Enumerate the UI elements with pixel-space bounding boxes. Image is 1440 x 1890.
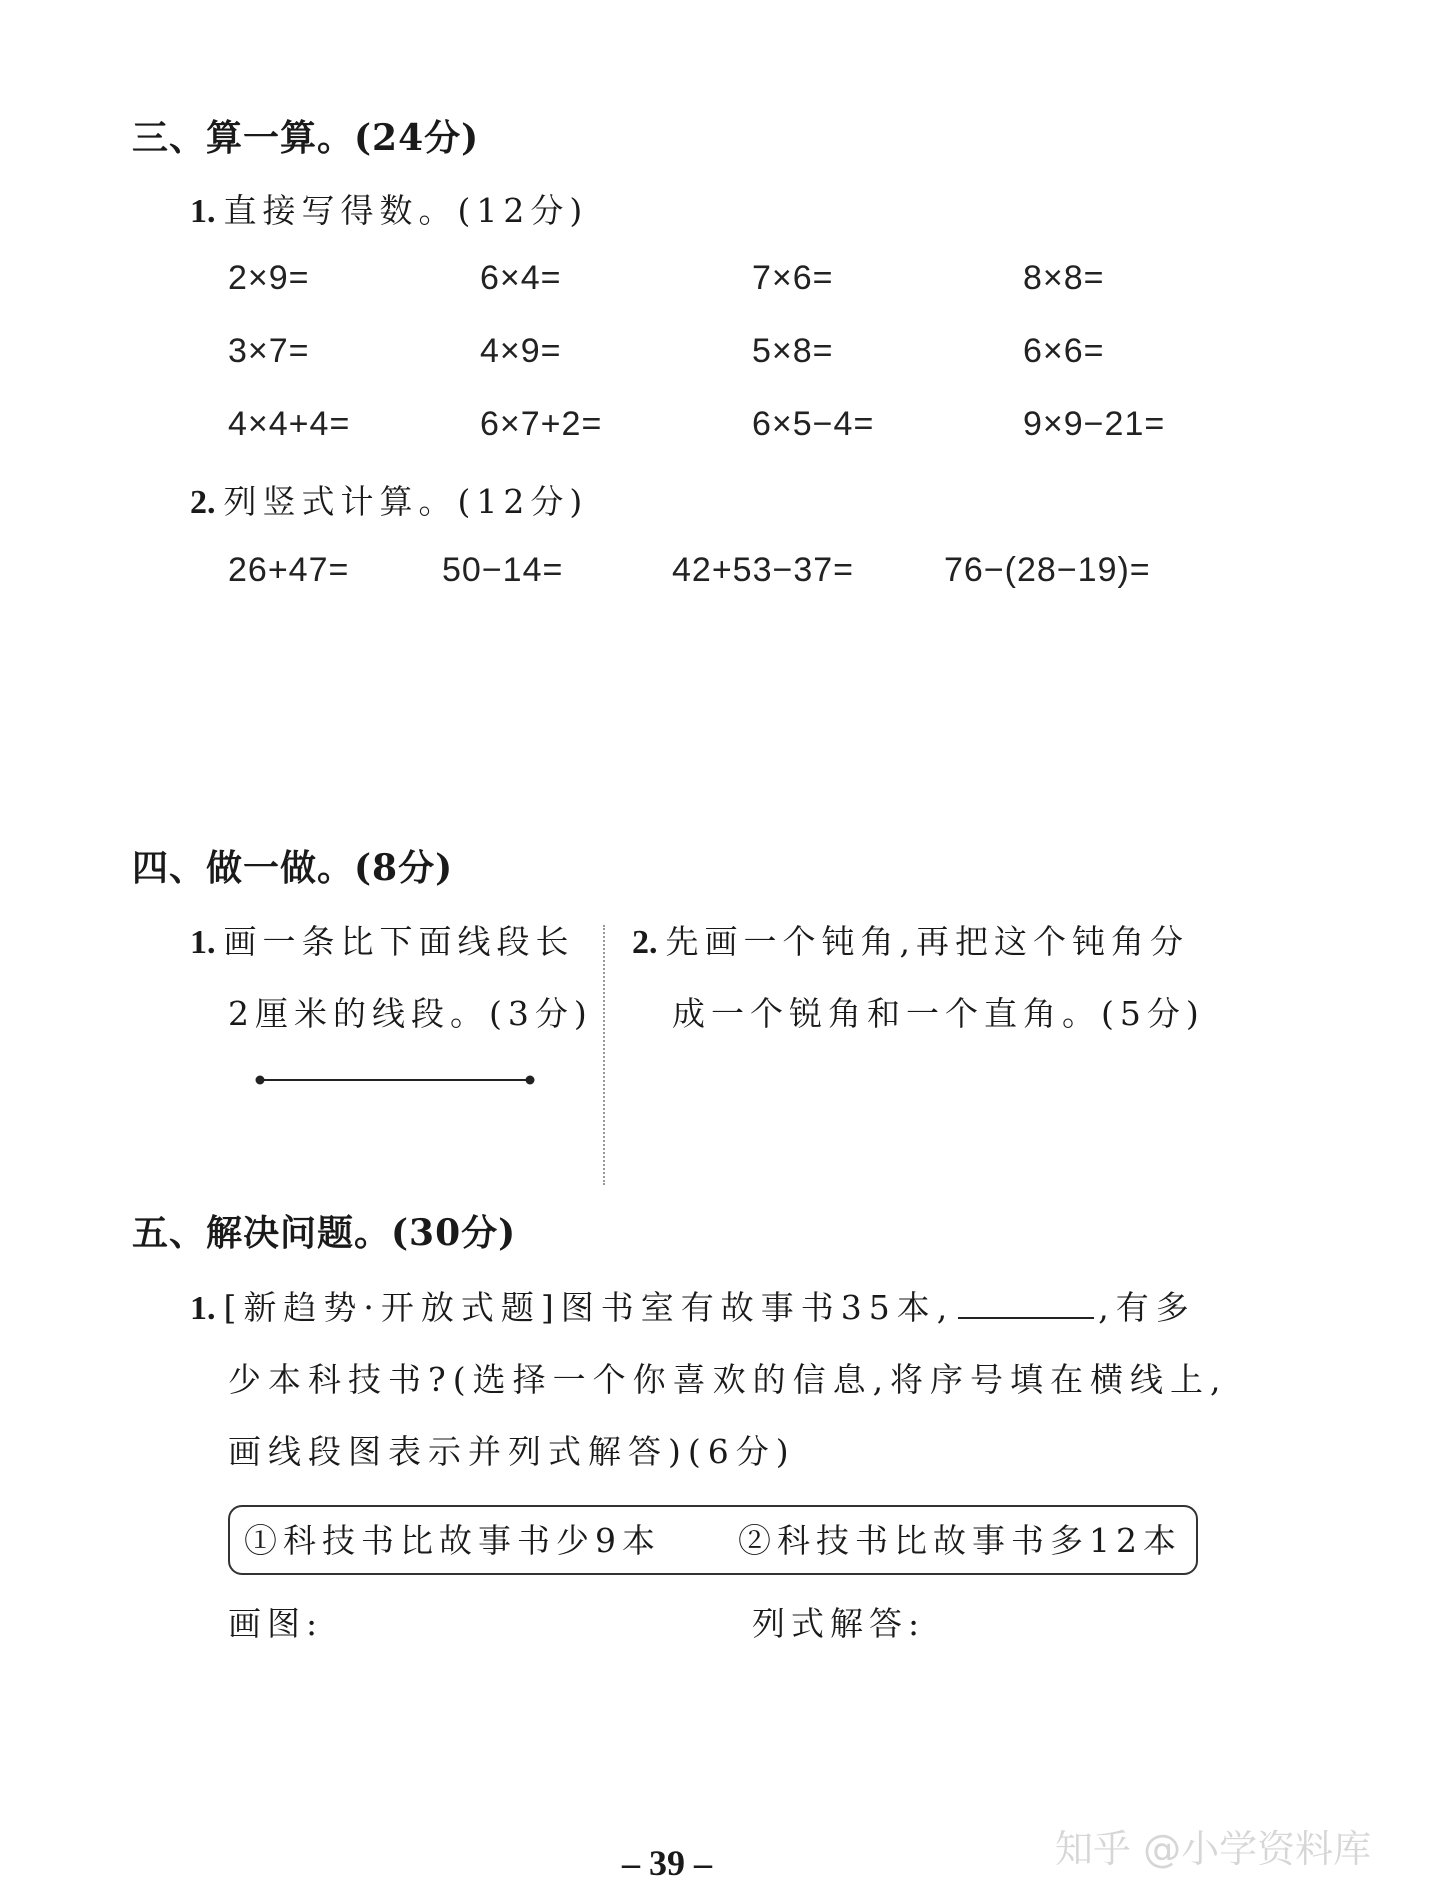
question-number: 1. <box>190 193 216 230</box>
calc-item: 2×9= <box>228 259 310 297</box>
question-text: 直接写得数。(12分) <box>223 191 589 230</box>
reference-line-segment <box>250 1070 540 1090</box>
answer-blank[interactable] <box>958 1287 1094 1319</box>
calc-item: 6×6= <box>1023 332 1105 370</box>
question-text: 画一条比下面线段长 <box>223 922 575 961</box>
question-text: 列竖式计算。(12分) <box>223 482 589 521</box>
calc-item: 9×9−21= <box>1023 405 1166 443</box>
question-4-2-line1 <box>632 916 1189 963</box>
section-5-heading: 五、解决问题。(30分) <box>132 1212 517 1254</box>
calc-item: 5×8= <box>752 332 834 370</box>
calc-item: 42+53−37= <box>672 551 855 589</box>
option-2: ②科技书比故事书多12本 <box>738 1521 1182 1560</box>
section-3-heading: 三、算一算。(24分) <box>132 117 480 159</box>
question-5-1-line2: 少本科技书?(选择一个你喜欢的信息,将序号填在横线上, <box>228 1360 1228 1399</box>
calc-item: 4×9= <box>480 332 562 370</box>
calc-item: 7×6= <box>752 259 834 297</box>
question-3-1 <box>190 185 588 232</box>
option-1: ①科技书比故事书少9本 <box>244 1521 661 1560</box>
question-4-2-line2: 成一个锐角和一个直角。(5分) <box>672 994 1205 1033</box>
question-3-2 <box>190 476 588 523</box>
calc-item: 50−14= <box>442 551 564 589</box>
solve-label: 列式解答: <box>752 1604 926 1643</box>
question-number: 2. <box>190 484 216 521</box>
calc-item: 76−(28−19)= <box>944 551 1151 589</box>
question-number: 1. <box>190 924 216 961</box>
column-divider <box>603 925 605 1185</box>
options-box <box>228 1505 1198 1575</box>
question-number: 1. <box>190 1290 216 1327</box>
question-5-1-line3: 画线段图表示并列式解答)(6分) <box>228 1432 796 1471</box>
calc-item: 6×5−4= <box>752 405 875 443</box>
calc-item: 8×8= <box>1023 259 1105 297</box>
question-text: [新趋势·开放式题]图书室有故事书35本, <box>223 1288 955 1327</box>
watermark: 知乎 @小学资料库 <box>1055 1827 1372 1871</box>
draw-label: 画图: <box>228 1604 324 1643</box>
section-4-heading: 四、做一做。(8分) <box>132 847 454 889</box>
page-number: – 39 – <box>622 1843 712 1883</box>
question-number: 2. <box>632 924 658 961</box>
question-text-cont: ,有多 <box>1098 1288 1196 1327</box>
question-5-1-line1 <box>190 1282 1196 1329</box>
calc-item: 6×7+2= <box>480 405 603 443</box>
calc-item: 3×7= <box>228 332 310 370</box>
question-text: 先画一个钝角,再把这个钝角分 <box>665 922 1189 961</box>
question-4-1-line1 <box>190 916 575 963</box>
calc-item: 4×4+4= <box>228 405 351 443</box>
calc-item: 6×4= <box>480 259 562 297</box>
calc-item: 26+47= <box>228 551 350 589</box>
question-4-1-line2: 2厘米的线段。(3分) <box>228 994 593 1033</box>
